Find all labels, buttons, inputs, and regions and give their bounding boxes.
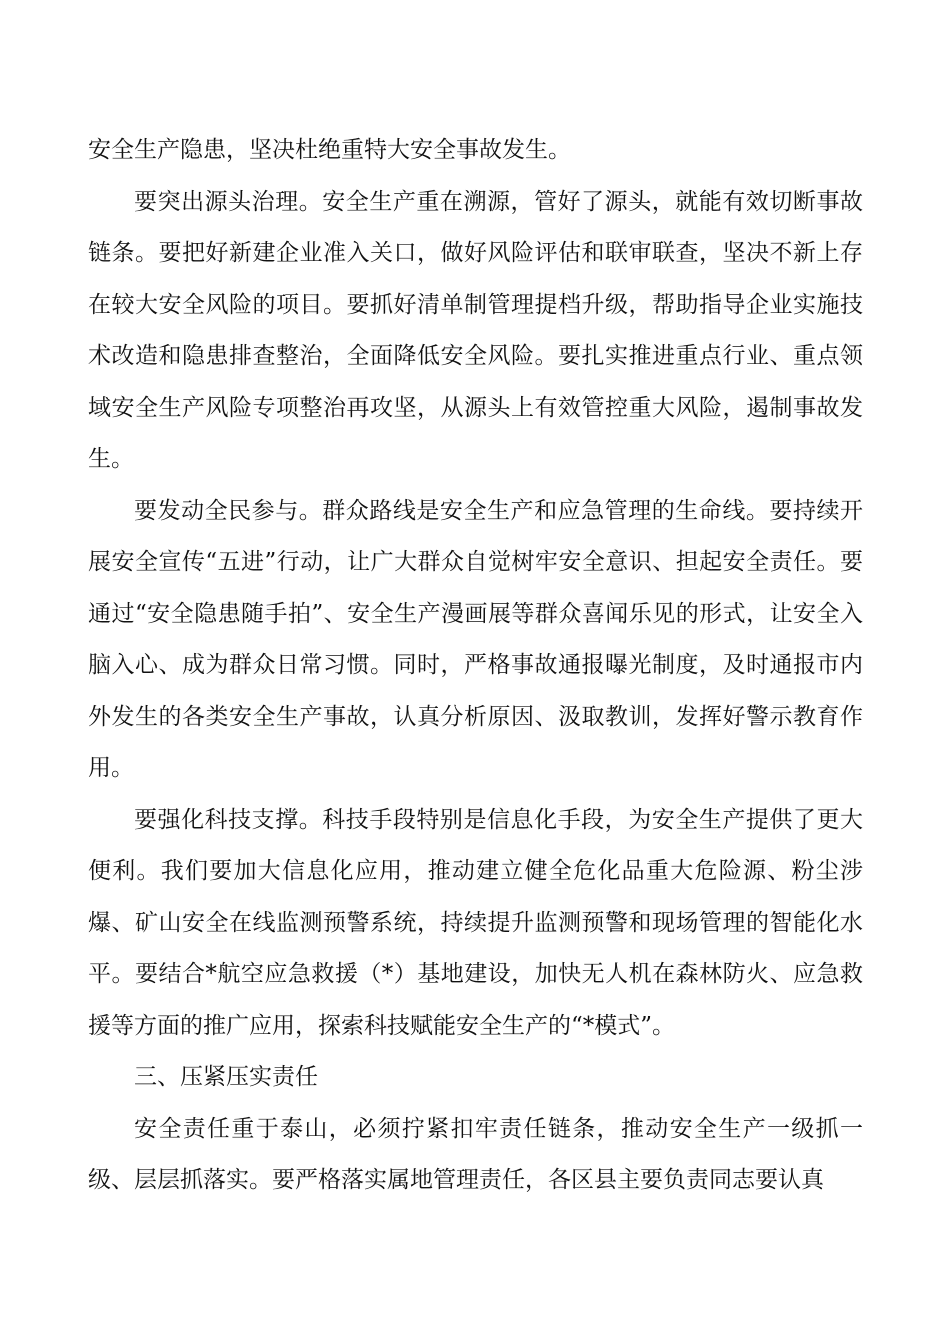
paragraph-tech-support: 要强化科技支撑。科技手段特别是信息化手段，为安全生产提供了更大便利。我们要加大信息化应用，推动建立健全危化品重大危险源、粉尘涉爆、矿山安全在线监测预警系统，持续提升监测预警和现场管理的智能化水平。要结合*航空应急救援（*）基地建设，加快无人机在森林防火、应急救援等方面的推广应用，探索科技赋能安全生产的“*模式”。 — [88, 806, 863, 1039]
document-body — [88, 125, 863, 1207]
paragraph-source-governance: 要突出源头治理。安全生产重在溯源，管好了源头，就能有效切断事故链条。要把好新建企业准入关口，做好风险评估和联审联查，坚决不新上存在较大安全风险的项目。要抓好清单制管理提档升级，帮助指导企业实施技术改造和隐患排查整治，全面降低安全风险。要扎实推进重点行业、重点领域安全生产风险专项整治再攻坚，从源头上有效管控重大风险，遏制事故发生。 — [88, 188, 863, 472]
section-heading: 三、压紧压实责任 — [134, 1064, 318, 1090]
paragraph-responsibility: 安全责任重于泰山，必须拧紧扣牢责任链条，推动安全生产一级抓一级、层层抓落实。要严格落实属地管理责任，各区县主要负责同志要认真 — [88, 1115, 863, 1193]
paragraph-continued: 安全生产隐患，坚决杜绝重特大安全事故发生。 — [88, 137, 571, 163]
paragraph-public-participation: 要发动全民参与。群众路线是安全生产和应急管理的生命线。要持续开展安全宣传“五进”行动，让广大群众自觉树牢安全意识、担起安全责任。要通过“安全隐患随手拍”、安全生产漫画展等群众喜闻乐见的形式，让安全入脑入心、成为群众日常习惯。同时，严格事故通报曝光制度，及时通报市内外发生的各类安全生产事故，认真分析原因、汲取教训，发挥好警示教育作用。 — [88, 497, 863, 781]
